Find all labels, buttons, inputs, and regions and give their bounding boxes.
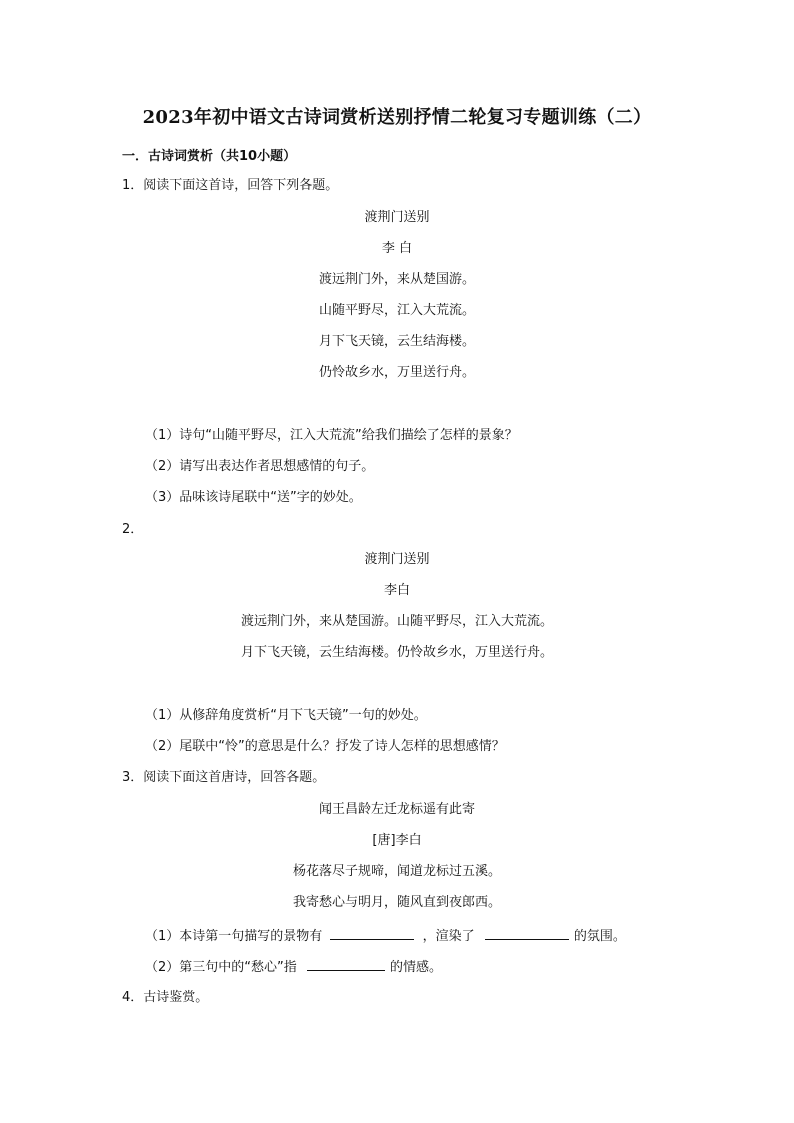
- q1-poem-author: 李 白: [381, 241, 413, 256]
- answer-blank[interactable]: [307, 958, 385, 971]
- q3-sub1-text-a: （1）本诗第一句描写的景物有: [145, 929, 323, 944]
- q3-sub2-text-b: 的情感。: [390, 960, 443, 975]
- q3-sub2-text-a: （2）第三句中的“愁心”指: [145, 960, 297, 975]
- question-3-stem: 3．阅读下面这首唐诗，回答各题。: [122, 770, 326, 785]
- answer-blank[interactable]: [330, 927, 414, 940]
- q3-subquestion-2: [145, 958, 442, 976]
- question-1-stem: 1．阅读下面这首诗，回答下列各题。: [122, 178, 339, 193]
- answer-blank[interactable]: [485, 927, 569, 940]
- q3-poem-author: [唐]李白: [372, 833, 422, 848]
- q1-poem-line: 月下飞天镜，云生结海楼。: [318, 334, 475, 349]
- question-2-stem: 2．: [122, 522, 144, 537]
- q2-subquestion: （1）从修辞角度赏析“月下飞天镜”一句的妙处。: [145, 708, 427, 723]
- q1-subquestion: （2）请写出表达作者思想感情的句子。: [145, 459, 375, 474]
- q3-sub1-text-b: ，渲染了: [422, 929, 475, 944]
- section-heading: 一．古诗词赏析（共10小题）: [122, 149, 297, 164]
- q2-poem-author: 李白: [383, 583, 410, 598]
- q1-poem-line: 渡远荆门外，来从楚国游。: [318, 272, 475, 287]
- q1-poem-line: 山随平野尽，江入大荒流。: [318, 303, 475, 318]
- q3-poem-line: 杨花落尽子规啼，闻道龙标过五溪。: [292, 864, 501, 879]
- q3-sub1-text-c: 的氛围。: [573, 929, 626, 944]
- q1-poem-line: 仍怜故乡水，万里送行舟。: [318, 365, 475, 380]
- q2-poem-line: 渡远荆门外，来从楚国游。山随平野尽，江入大荒流。: [240, 614, 553, 629]
- q3-poem-line: 我寄愁心与明月，随风直到夜郎西。: [292, 895, 501, 910]
- document-title: 2023年初中语文古诗词赏析送别抒情二轮复习专题训练（二）: [142, 107, 652, 128]
- q1-subquestion: （3）品味该诗尾联中“送”字的妙处。: [145, 490, 362, 505]
- q2-poem-title: 渡荆门送别: [364, 552, 430, 567]
- q3-poem-title: 闻王昌龄左迁龙标遥有此寄: [318, 802, 475, 817]
- q2-subquestion: （2）尾联中“怜”的意思是什么？抒发了诗人怎样的思想感情？: [145, 739, 505, 754]
- q3-subquestion-1: [145, 927, 626, 945]
- q2-poem-line: 月下飞天镜，云生结海楼。仍怜故乡水，万里送行舟。: [240, 645, 553, 660]
- question-4-stem: 4．古诗鉴赏。: [122, 990, 209, 1005]
- q1-poem-title: 渡荆门送别: [364, 210, 430, 225]
- q1-subquestion: （1）诗句“山随平野尽，江入大荒流”给我们描绘了怎样的景象？: [145, 428, 518, 443]
